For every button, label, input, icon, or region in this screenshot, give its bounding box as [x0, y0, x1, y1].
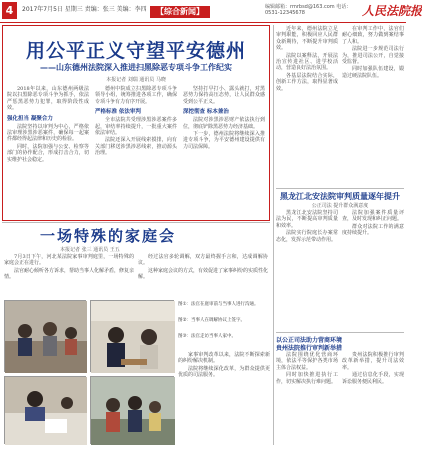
paragraph: 7月3日下午，河北某法院家事审判庭里，一场特殊的家庭会正在进行。 [4, 254, 134, 267]
section-divider [2, 222, 270, 223]
photo-caption-2: 图②：当事人在调解协议上签字。 [178, 318, 246, 323]
paragraph: 黑龙江北安法院坚持司法为民，不断提高审判质量和效率。 [276, 210, 338, 229]
paragraph: 法院对涉黑涉恶财产依法执行到位，彻底铲除黑恶势力经济基础。 [183, 117, 265, 130]
paragraph: 全市法院共受理涉黑涉恶案件多起，审结率持续提升，一批重大案件依法审结。 [95, 117, 177, 137]
feature-photo-4 [90, 376, 174, 444]
feature-photo-2 [90, 300, 174, 372]
paragraph: 在审判工作中，法官们耐心细致，努力做到案结事了人和。 [342, 26, 404, 45]
paragraph: 家事审判改革以来，法院不断探索新的纠纷解决机制。 [178, 352, 270, 365]
lead-subhead: ——山东德州法院深入推进扫黑除恶专项斗争工作纪实 [40, 63, 232, 72]
feature-column-1 [4, 254, 134, 298]
feature-byline: 本报记者 张三 通讯员 王五 [60, 247, 120, 253]
paragraph: 各基层法院结合实际，创新工作方法，取得显著成效。 [276, 72, 338, 92]
bottom-right-column-2 [342, 352, 404, 444]
bottom-right-title-2[interactable]: 贵州法院推行审判新举措 [276, 345, 343, 352]
paragraph: 群众对法院工作的满意度持续提升。 [342, 223, 404, 237]
paragraph: 近年来，德州法院立足审判职能，积极回应人民群众新期待，不断提升审判质效。 [276, 26, 338, 52]
bottom-right-title-1[interactable]: 以公正司法助力营商环境 [276, 337, 343, 344]
paragraph: 法院围绕优化营商环境，依法平等保护各类市场主体合法权益。 [276, 352, 338, 371]
paragraph: 下一步，德州法院将继续深入推进专项斗争，为平安德州建设提供有力司法保障。 [183, 131, 265, 150]
section-divider [276, 188, 404, 189]
paragraph: 经过法官多轮调解，双方最终握手言和，达成调解协议。 [138, 254, 268, 267]
paragraph: 法院还深入开展线索摸排，向有关部门移送涉黑涉恶线索，推动源头治理。 [95, 137, 177, 157]
paragraph: 德州中院成立扫黑除恶专项斗争领导小组，统筹推进各项工作，确保专项斗争有力有序开展。 [95, 86, 177, 105]
paragraph: 法院实行院庭长办案常态化，发挥示范带动作用。 [276, 230, 338, 243]
lead-column-1 [7, 86, 89, 218]
bottom-right-column-1 [276, 352, 338, 444]
subsection-title: 严格标准 依法审判 [95, 109, 141, 116]
photo-mediation-image [91, 301, 175, 373]
page-number: 4 [2, 2, 17, 19]
photo-family-image [91, 377, 175, 445]
photo-signing-image [5, 377, 87, 445]
header-rule [0, 22, 406, 23]
feature-photo-3 [4, 376, 86, 444]
paragraph: 法院进一步规范司法行为，推进司法公开，自觉接受监督。 [342, 46, 404, 66]
subsection-title: 强化担当 凝聚合力 [7, 115, 53, 122]
paragraph: 法院以案释法，开展法治宣传进社区、进学校活动，营造良好法治氛围。 [276, 52, 338, 72]
editor-info: 编辑邮箱：rmrbsd@163.com 电话：0531-12345678 [265, 4, 352, 16]
right-article-column-2 [342, 26, 404, 186]
feature-column-2 [138, 254, 268, 298]
paragraph: 同时加快推进执行工作，切实解决执行难问题。 [276, 372, 338, 385]
lead-column-2 [95, 86, 177, 218]
photo-caption-3: 图③：法官走访当事人家中。 [178, 334, 237, 339]
subsection-title: 深挖彻查 标本兼治 [183, 109, 229, 116]
paragraph: 同时，法院加强与公安、检察等部门的协作配合，形成打击合力，切实维护社会稳定。 [7, 143, 89, 163]
right-mid-subtitle: 公正司法 提升群众满意度 [311, 203, 369, 209]
paragraph: 通过信息化手段，实现诉讼服务便民利民。 [342, 372, 404, 385]
newspaper-masthead: 人民法院报 [362, 4, 422, 18]
section-divider [276, 332, 404, 333]
lead-column-3 [183, 86, 265, 218]
right-mid-column-1 [276, 210, 338, 330]
lead-headline[interactable]: 用公平正义守望平安德州 [25, 40, 246, 62]
column-divider [273, 25, 274, 445]
lead-byline: 本报记者 刘瑞 通讯员 马晓 [106, 77, 166, 83]
paragraph: 法官耐心倾听各方诉求，帮助当事人化解矛盾，修复亲情。 [4, 267, 135, 281]
feature-column-3 [178, 352, 270, 444]
paragraph: 法院坚持以审判为中心，严格依法审理涉黑涉恶案件，确保每一起案件都经得起法律和历史的检验。 [7, 123, 89, 143]
section-banner: 【综合新闻】 [150, 6, 210, 18]
feature-photo-1 [4, 300, 86, 372]
paragraph: 2018年以来，山东德州两级法院以扫黑除恶专项斗争为抓手，依法严惩黑恶势力犯罪，取得阶段性成效。 [7, 86, 89, 112]
paragraph: 法院加强案件质量评查，及时发现和纠正问题。 [342, 210, 404, 223]
feature-headline[interactable]: 一场特殊的家庭会 [40, 227, 177, 245]
right-mid-headline[interactable]: 黑龙江北安法院审判质量逐年提升 [280, 192, 400, 201]
right-article-column-1 [276, 26, 338, 186]
paragraph: 坚持打早打小、露头就打，对黑恶势力保持高压态势，让人民群众感受到公平正义。 [183, 86, 265, 105]
lead-article [2, 25, 270, 221]
paragraph: 贵州法院积极推行审判改革新举措，提升司法效率。 [342, 352, 404, 371]
paragraph: 这种家庭会议的方式，有效促进了家事纠纷的实质性化解。 [138, 267, 269, 281]
right-mid-column-2 [342, 210, 404, 330]
photo-meeting-image [5, 301, 87, 373]
photo-caption-1: 图①：法官在庭审前与当事人进行沟通。 [178, 302, 259, 307]
paragraph: 同时加强队伍建设，锻造过硬法院队伍。 [342, 66, 404, 79]
paragraph: 法院将继续深化改革，为群众提供更优质的司法服务。 [178, 365, 270, 379]
dateline: 2017年7月5日 星期三 责编：张三 美编：李四 [22, 6, 147, 13]
